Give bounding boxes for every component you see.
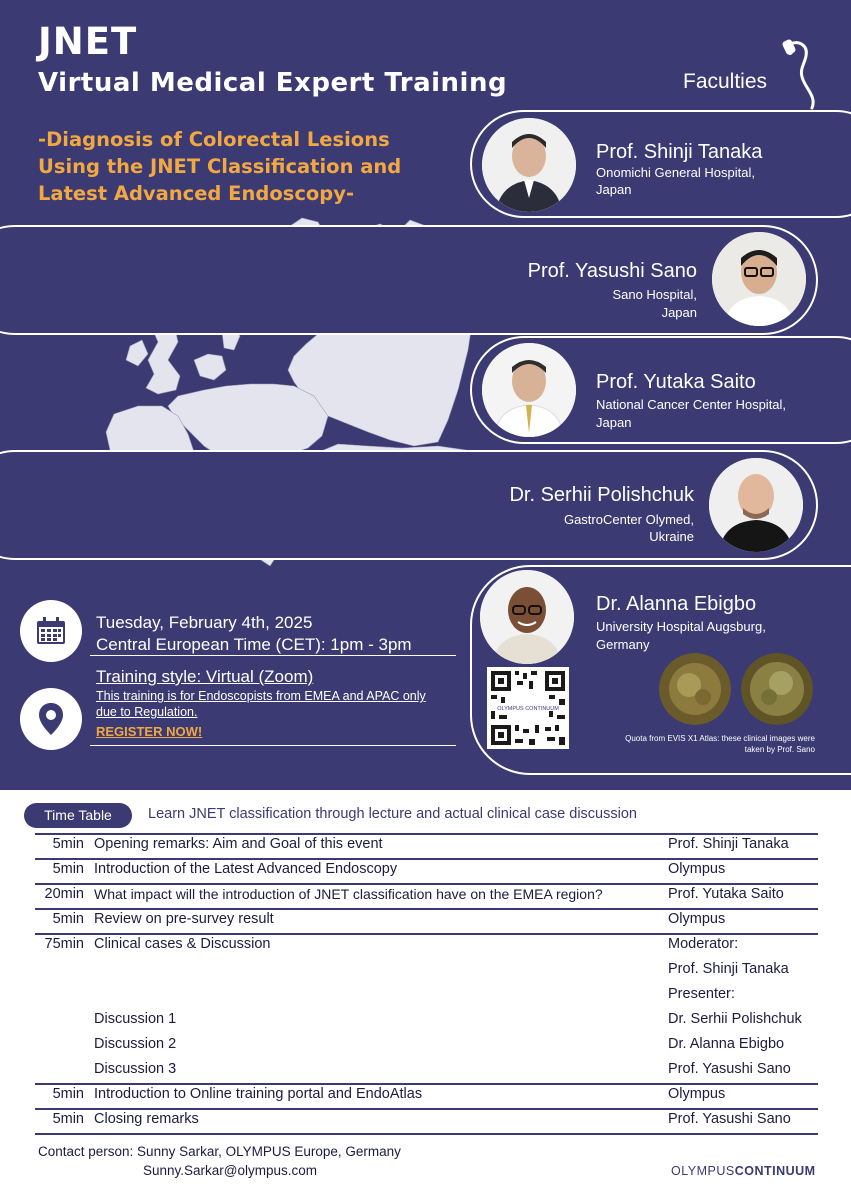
clinical-image-2 — [741, 653, 813, 725]
table-divider — [35, 1108, 818, 1110]
table-divider — [35, 883, 818, 885]
row-session: What impact will the introduction of JNET classification have on the EMEA region? — [94, 886, 603, 902]
topic-line: -Diagnosis of Colorectal Lesions — [38, 128, 390, 151]
faculty-institution: Sano Hospital, — [612, 287, 697, 302]
faculty-photo-tanaka — [482, 118, 576, 212]
row-duration: 5min — [52, 1086, 84, 1102]
table-row — [35, 961, 818, 986]
row-presenter: Prof. Shinji Tanaka — [668, 961, 789, 977]
contact-block — [38, 1142, 401, 1180]
event-title: JNET — [38, 20, 138, 63]
row-duration: 5min — [52, 861, 84, 877]
row-duration: 5min — [52, 836, 84, 852]
row-session: Opening remarks: Aim and Goal of this event — [94, 836, 383, 852]
contact-email[interactable]: Sunny.Sarkar@olympus.com — [143, 1163, 318, 1178]
row-presenter: Olympus — [668, 911, 726, 927]
faculty-institution: National Cancer Center Hospital, — [596, 397, 787, 412]
brand-part: CONTINUUM — [734, 1164, 816, 1178]
event-datetime — [96, 612, 412, 656]
row-presenter: Prof. Yasushi Sano — [668, 1061, 791, 1077]
row-presenter: Dr. Alanna Ebigbo — [668, 1036, 785, 1052]
row-session: Discussion 2 — [94, 1036, 177, 1052]
event-time: Central European Time (CET): 1pm - 3pm — [96, 635, 412, 654]
timetable-description: Learn JNET classification through lecture and actual clinical case discussion — [148, 806, 637, 822]
divider — [90, 745, 456, 746]
row-session: Introduction of the Latest Advanced Endoscopy — [94, 861, 398, 877]
row-session: Clinical cases & Discussion — [94, 936, 271, 952]
table-divider — [35, 908, 818, 910]
contact-person: Contact person: Sunny Sarkar, OLYMPUS Europe, Germany — [38, 1144, 401, 1159]
credit-line: taken by Prof. Sano — [744, 745, 815, 754]
row-session: Closing remarks — [94, 1111, 199, 1127]
faculty-institution: University Hospital Augsburg, — [596, 619, 766, 634]
row-presenter: Prof. Yasushi Sano — [668, 1111, 791, 1127]
faculty-card-polishchuk — [0, 450, 818, 560]
row-presenter: Prof. Shinji Tanaka — [668, 836, 789, 852]
row-session: Discussion 1 — [94, 1011, 177, 1027]
row-presenter: Olympus — [668, 1086, 726, 1102]
row-duration: 5min — [52, 911, 84, 927]
faculties-heading: Faculties — [683, 70, 768, 93]
endoscope-icon — [776, 38, 821, 113]
table-row — [35, 1011, 818, 1036]
clinical-image-1 — [659, 653, 731, 725]
table-row — [35, 936, 818, 961]
faculty-country: Ukraine — [649, 529, 694, 544]
eligibility-note[interactable]: due to Regulation. — [96, 705, 198, 719]
faculty-country: Japan — [661, 305, 697, 320]
topic-line: Using the JNET Classification and — [38, 155, 402, 178]
faculty-country: Japan — [596, 182, 632, 197]
faculty-name: Prof. Yutaka Saito — [596, 371, 756, 393]
row-presenter: Dr. Serhii Polishchuk — [668, 1011, 802, 1027]
event-subtitle: Virtual Medical Expert Training — [38, 68, 508, 98]
row-duration: 75min — [44, 936, 84, 952]
table-divider — [35, 1133, 818, 1135]
qr-brand-label: OLYMPUS CONTINUUM — [497, 706, 559, 712]
row-duration: 20min — [44, 886, 84, 902]
clinical-image-credit — [570, 733, 815, 755]
faculty-name: Dr. Alanna Ebigbo — [596, 593, 757, 615]
table-row — [35, 1036, 818, 1061]
registration-qr-code[interactable] — [487, 667, 569, 749]
location-icon-badge — [20, 688, 82, 750]
topic-line: Latest Advanced Endoscopy- — [38, 182, 355, 205]
faculty-photo-saito — [482, 343, 576, 437]
event-date: Tuesday, February 4th, 2025 — [96, 613, 313, 632]
table-divider — [35, 933, 818, 935]
faculty-photo-sano — [712, 232, 806, 326]
divider — [90, 655, 456, 656]
calendar-icon — [36, 617, 66, 645]
row-session: Introduction to Online training portal and EndoAtlas — [94, 1086, 423, 1102]
faculty-name: Prof. Yasushi Sano — [527, 260, 697, 282]
location-pin-icon — [39, 703, 63, 735]
faculty-institution: GastroCenter Olymed, — [563, 512, 694, 527]
faculty-name: Prof. Shinji Tanaka — [596, 141, 763, 163]
row-session: Review on pre-survey result — [94, 911, 274, 927]
row-presenter: Presenter: — [668, 986, 735, 1002]
row-duration: 5min — [52, 1111, 84, 1127]
brand-part: OLYMPUS — [671, 1164, 735, 1178]
training-style[interactable]: Training style: Virtual (Zoom) — [96, 667, 314, 686]
faculty-country: Germany — [596, 637, 650, 652]
faculty-country: Japan — [596, 415, 632, 430]
table-divider — [35, 1083, 818, 1085]
calendar-icon-badge — [20, 600, 82, 662]
table-row — [35, 986, 818, 1011]
row-presenter: Prof. Yutaka Saito — [668, 886, 784, 902]
table-divider — [35, 833, 818, 835]
faculty-photo-ebigbo — [480, 570, 574, 664]
timetable-label: Time Table — [24, 803, 132, 828]
event-topic — [38, 126, 458, 207]
olympus-continuum-logo — [671, 1164, 816, 1178]
faculty-name: Dr. Serhii Polishchuk — [509, 484, 694, 506]
row-presenter: Olympus — [668, 861, 726, 877]
faculty-photo-polishchuk — [709, 458, 803, 552]
eligibility-note[interactable]: This training is for Endoscopists from EMEA and APAC only — [96, 689, 426, 703]
credit-line: Quota from EVIS X1 Atlas: these clinical images were — [625, 734, 815, 743]
training-style-block — [96, 666, 426, 742]
register-link[interactable]: REGISTER NOW! — [96, 724, 203, 739]
table-divider — [35, 858, 818, 860]
faculty-institution: Onomichi General Hospital, — [596, 165, 755, 180]
row-presenter: Moderator: — [668, 936, 739, 952]
row-session: Discussion 3 — [94, 1061, 177, 1077]
